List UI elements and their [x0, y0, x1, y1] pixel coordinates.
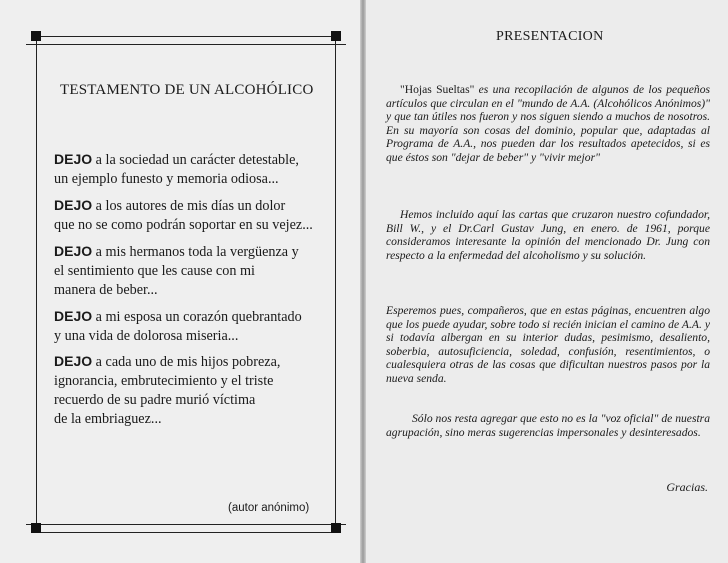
publication-name: "Hojas Sueltas": [400, 83, 475, 96]
frame-bottom-rule: [26, 524, 346, 525]
stanza-line: que no se como podrán soportar en su vejez...: [54, 217, 313, 233]
author-credit: (autor anónimo): [228, 502, 310, 514]
stanza: [54, 150, 326, 189]
stanza-line: un ejemplo funesto y memoria odiosa...: [54, 171, 279, 187]
stanza-line: ignorancia, embrutecimiento y el triste: [54, 373, 274, 389]
paragraph-disclaimer: Sólo nos resta agregar que esto no es la "voz oficial" de nuestra agrupación, sino meras sugerencias impersonales y desinteresados.: [386, 412, 710, 439]
stanza: [54, 242, 326, 300]
closing-thanks: Gracias.: [666, 480, 708, 494]
frame-corner-square: [331, 31, 341, 41]
frame-corner-square: [331, 523, 341, 533]
frame-top-rule: [26, 44, 346, 45]
stanza-keyword: DEJO: [54, 151, 93, 167]
stanza: [54, 196, 326, 235]
stanza-line: y una vida de dolorosa miseria...: [54, 328, 239, 344]
stanza-line: a la sociedad un carácter detestable,: [95, 152, 299, 168]
testament-title: TESTAMENTO DE UN ALCOHÓLICO: [60, 82, 314, 98]
frame-corner-square: [31, 31, 41, 41]
stanza-line: a los autores de mis días un dolor: [95, 198, 286, 214]
stanza-line: de la embriaguez...: [54, 411, 162, 427]
paragraph-letters: Hemos incluido aquí las cartas que cruzaron nuestro cofundador, Bill W., y el Dr.Carl Gustav Jung, en enero. de 1961, porque consideramos interesante la opinión del mencionado Dr. Jung con respecto a la enfermedad del alcoholismo y su solución.: [386, 208, 710, 262]
stanza-keyword: DEJO: [54, 353, 93, 369]
stanza-line: a mi esposa un corazón quebrantado: [95, 309, 302, 325]
stanza-keyword: DEJO: [54, 308, 93, 324]
stanza-line: el sentimiento que les cause con mi: [54, 263, 255, 279]
presentation-title: PRESENTACION: [496, 29, 604, 44]
stanza-line: recuerdo de su padre murió víctima: [54, 392, 256, 408]
book-spine: [360, 0, 366, 563]
stanza: [54, 307, 326, 346]
stanza-keyword: DEJO: [54, 197, 93, 213]
stanza: [54, 352, 326, 429]
frame-corner-square: [31, 523, 41, 533]
stanza-line: a mis hermanos toda la vergüenza y: [95, 244, 299, 260]
stanza-line: manera de beber...: [54, 282, 158, 298]
stanza-line: a cada uno de mis hijos pobreza,: [95, 354, 281, 370]
paragraph-encouragement: Esperemos pues, compañeros, que en estas páginas, encuentren algo que los puede ayudar, sobre todo si recién inician el camino de A.A. y si todavía albergan en su interior dudas, pesimismo, desaliento, soberbia, autosuficiencia, soledad, confusión, resentimientos, o cualesquiera otras de las cosas que dificultan nuestros pasos por la nueva senda.: [386, 304, 710, 385]
stanza-keyword: DEJO: [54, 243, 93, 259]
paragraph-intro: [386, 83, 710, 165]
paragraph-text: es una recopilación de algunos de los pequeños artículos que circulan en el "mundo de A.A. (Alcohólicos Anónimos)" y que tan útiles nos fueron y nos siguen siendo a muchos de nosotros. En su mayoría son cosas del dominio, popular que, adaptadas al Programa de A.A., nos pueden dar los resultados apetecidos, si es que éstos son "dejar de beber" y "vivir mejor": [386, 83, 710, 164]
